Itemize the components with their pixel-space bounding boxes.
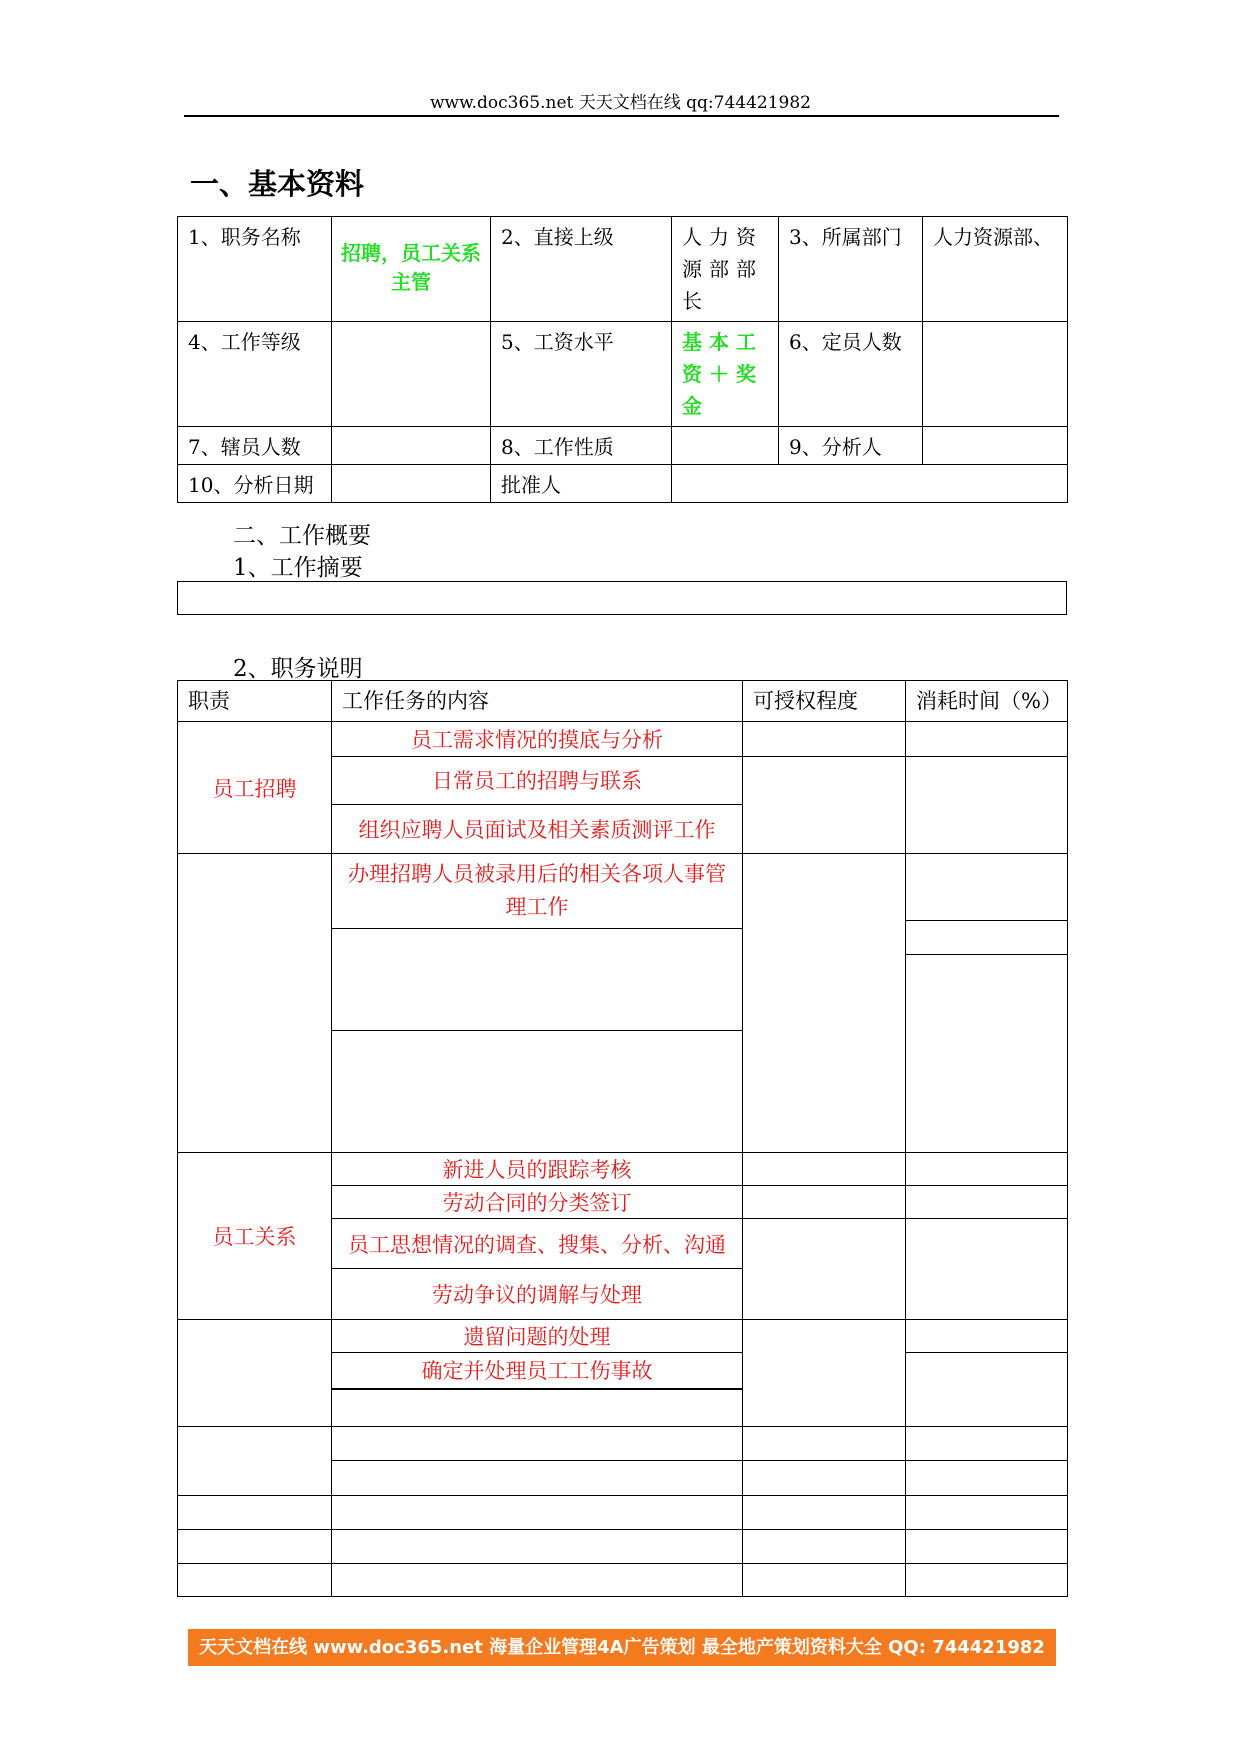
empty-cell	[906, 1563, 1068, 1596]
cell-work-nature-value	[672, 427, 779, 465]
time-group-4	[906, 1319, 1068, 1426]
task-item: 劳动合同的分类签订	[332, 1186, 742, 1219]
authority-cell	[743, 1427, 905, 1461]
empty-cell	[178, 1529, 332, 1563]
cell-salary-value: 基本工资＋奖金	[672, 322, 779, 427]
summary-box	[177, 581, 1067, 615]
task-item: 新进人员的跟踪考核	[442, 1157, 632, 1182]
empty-cell	[906, 1529, 1068, 1563]
cell-analysis-date-label: 10、分析日期	[178, 465, 332, 503]
authority-group-4	[743, 1319, 906, 1426]
time-group-2	[906, 854, 1068, 1153]
empty-cell	[332, 1563, 743, 1596]
cell-headcount-label: 6、定员人数	[779, 322, 923, 427]
authority-group-5	[743, 1426, 906, 1495]
summary-title: 1、工作摘要	[233, 555, 363, 581]
col-header-time: 消耗时间（%）	[906, 681, 1068, 722]
task-item: 组织应聘人员面试及相关素质测评工作	[332, 804, 742, 853]
empty-cell	[743, 1495, 906, 1529]
task-item: 遗留问题的处理	[463, 1324, 611, 1349]
time-group-5	[906, 1426, 1068, 1495]
time-cell	[906, 1320, 1067, 1353]
authority-cell	[743, 1186, 905, 1219]
cell-department-label: 3、所属部门	[779, 217, 923, 322]
empty-cell	[332, 1495, 743, 1529]
time-cell	[906, 1153, 1067, 1186]
cell-superior-label: 2、直接上级	[491, 217, 672, 322]
task-item	[332, 1389, 742, 1426]
task-item: 确定并处理员工工伤事故	[332, 1353, 742, 1389]
cell-analyst-value	[923, 427, 1068, 465]
duty-employee-relations: 员工关系	[178, 1152, 332, 1319]
cell-job-grade-value	[332, 322, 491, 427]
cell-salary-label: 5、工资水平	[491, 322, 672, 427]
tasks-group-5	[332, 1426, 743, 1495]
task-item	[332, 1461, 742, 1495]
time-cell	[906, 1353, 1067, 1426]
authority-cell	[743, 756, 905, 853]
time-cell	[906, 1427, 1067, 1461]
duties-table	[177, 680, 1068, 1597]
col-header-task: 工作任务的内容	[332, 681, 743, 722]
authority-cell	[743, 722, 905, 756]
task-item: 员工思想情况的调查、搜集、分析、沟通	[332, 1219, 742, 1269]
time-cell	[906, 722, 1067, 756]
task-item	[332, 1427, 742, 1461]
cell-analysis-date-value	[332, 465, 491, 503]
duty-empty-1	[178, 854, 332, 1153]
tasks-employee-relations	[332, 1152, 743, 1319]
duties-title: 2、职务说明	[233, 656, 363, 682]
cell-approver-label: 批准人	[491, 465, 672, 503]
header-rule	[184, 115, 1059, 117]
time-employee-relations	[906, 1152, 1068, 1319]
empty-cell	[178, 1495, 332, 1529]
empty-cell	[178, 1563, 332, 1596]
summary-cell	[178, 582, 1067, 615]
cell-approver-value	[672, 465, 1068, 503]
task-item	[332, 1031, 742, 1152]
empty-cell	[332, 1529, 743, 1563]
authority-recruitment	[743, 722, 906, 854]
cell-job-title-value: 招聘，员工关系主管	[332, 217, 491, 322]
cell-department-value: 人力资源部、	[923, 217, 1068, 322]
authority-cell	[743, 1219, 905, 1319]
empty-cell	[743, 1529, 906, 1563]
col-header-authority: 可授权程度	[743, 681, 906, 722]
cell-subordinates-value	[332, 427, 491, 465]
authority-group-2	[743, 854, 906, 1153]
authority-employee-relations	[743, 1152, 906, 1319]
time-cell	[906, 854, 1067, 920]
duty-empty-3	[178, 1426, 332, 1495]
task-item: 员工需求情况的摸底与分析	[411, 727, 663, 752]
basic-info-table	[177, 216, 1068, 503]
task-item	[332, 929, 742, 1031]
time-cell	[906, 756, 1067, 853]
empty-cell	[906, 1495, 1068, 1529]
time-cell	[906, 1186, 1067, 1219]
cell-subordinates-label: 7、辖员人数	[178, 427, 332, 465]
section-1-title: 一、基本资料	[190, 167, 365, 201]
duty-empty-2	[178, 1319, 332, 1426]
cell-job-grade-label: 4、工作等级	[178, 322, 332, 427]
section-2-title: 二、工作概要	[233, 523, 371, 549]
task-item: 办理招聘人员被录用后的相关各项人事管理工作	[348, 862, 726, 919]
cell-superior-value: 人力资源部部长	[672, 217, 779, 322]
col-header-duty: 职责	[178, 681, 332, 722]
empty-cell	[743, 1563, 906, 1596]
time-recruitment	[906, 722, 1068, 854]
authority-cell	[743, 1461, 905, 1495]
page-header: www.doc365.net 天天文档在线 qq:744421982	[429, 93, 811, 113]
cell-job-title-label: 1、职务名称	[178, 217, 332, 322]
time-cell	[906, 954, 1067, 1143]
task-item: 劳动争议的调解与处理	[332, 1269, 742, 1319]
duty-recruitment: 员工招聘	[178, 722, 332, 854]
time-cell	[906, 920, 1067, 954]
cell-work-nature-label: 8、工作性质	[491, 427, 672, 465]
time-cell	[906, 1219, 1067, 1319]
cell-headcount-value	[923, 322, 1068, 427]
tasks-group-4	[332, 1319, 743, 1426]
task-item: 日常员工的招聘与联系	[332, 756, 742, 804]
cell-analyst-label: 9、分析人	[779, 427, 923, 465]
authority-cell	[743, 1153, 905, 1186]
tasks-group-2	[332, 854, 743, 1153]
time-cell	[906, 1461, 1067, 1495]
tasks-recruitment	[332, 722, 743, 854]
footer-banner: 天天文档在线 www.doc365.net 海量企业管理4A广告策划 最全地产策划资料大全 QQ: 744421982	[188, 1629, 1056, 1666]
